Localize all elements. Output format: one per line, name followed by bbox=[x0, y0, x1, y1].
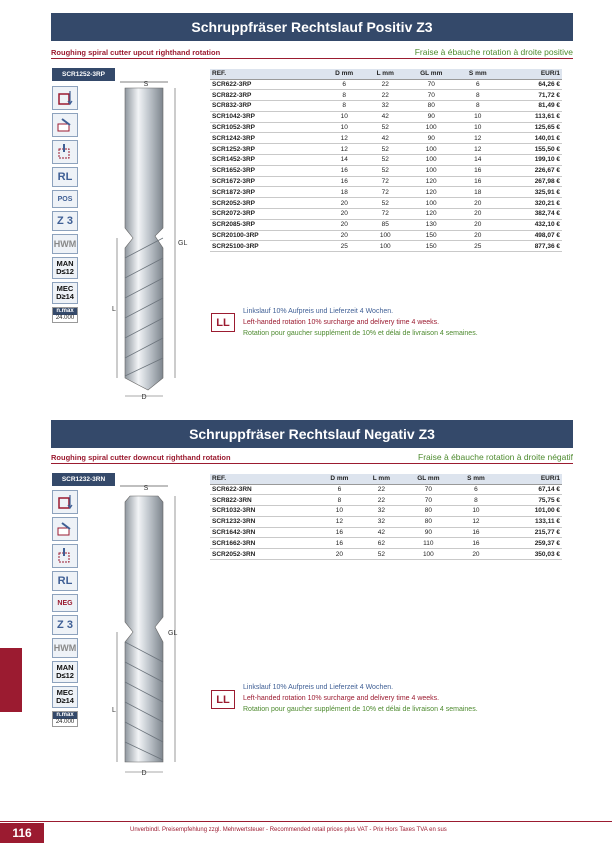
table-cell: 20 bbox=[318, 549, 361, 560]
table-cell: 12 bbox=[318, 516, 361, 527]
section-2-title: Schruppfräser Rechtslauf Negativ Z3 bbox=[51, 420, 573, 448]
manual-feed-icon: MAN D≤12 bbox=[52, 661, 78, 683]
table-cell: 52 bbox=[365, 122, 405, 133]
mechanical-feed-icon: MEC D≥14 bbox=[52, 686, 78, 708]
column-header: REF. bbox=[210, 69, 323, 79]
table-cell: 16 bbox=[457, 165, 498, 176]
table-cell: 25 bbox=[457, 241, 498, 252]
feature-icons bbox=[52, 490, 78, 727]
table-cell: 10 bbox=[457, 122, 498, 133]
note-fr: Rotation pour gaucher supplément de 10% et délai de livraison 4 semaines. bbox=[243, 330, 478, 337]
table-cell: 101,00 € bbox=[497, 506, 562, 517]
table-cell: 16 bbox=[323, 165, 365, 176]
table-cell: SCR832-3RP bbox=[210, 101, 323, 112]
column-header: GL mm bbox=[405, 69, 457, 79]
table-row bbox=[210, 241, 562, 252]
product-table-negative bbox=[210, 474, 562, 560]
table-cell: 100 bbox=[405, 122, 457, 133]
table-cell: 110 bbox=[402, 538, 455, 549]
table-row bbox=[210, 506, 562, 517]
note-fr: Rotation pour gaucher supplément de 10% et délai de livraison 4 semaines. bbox=[243, 706, 478, 713]
table-cell: 498,07 € bbox=[498, 230, 562, 241]
table-cell: SCR1642-3RN bbox=[210, 527, 318, 538]
note-de: Linkslauf 10% Aufpreis und Lieferzeit 4 Wochen. bbox=[243, 684, 394, 691]
table-cell: SCR25100-3RP bbox=[210, 241, 323, 252]
table-cell: 32 bbox=[365, 101, 405, 112]
table-cell: 52 bbox=[365, 198, 405, 209]
table-cell: 16 bbox=[318, 527, 361, 538]
left-hand-note bbox=[243, 682, 478, 715]
clamp-icon bbox=[52, 490, 78, 514]
table-cell: 71,72 € bbox=[498, 90, 562, 101]
table-cell: SCR2052-3RN bbox=[210, 549, 318, 560]
table-cell: 52 bbox=[361, 549, 402, 560]
table-cell: 120 bbox=[405, 209, 457, 220]
table-cell: 8 bbox=[457, 101, 498, 112]
table-cell: 6 bbox=[323, 79, 365, 90]
table-cell: 8 bbox=[323, 101, 365, 112]
footer-divider bbox=[0, 821, 612, 822]
divider bbox=[51, 58, 573, 59]
table-cell: 85 bbox=[365, 219, 405, 230]
table-row bbox=[210, 495, 562, 506]
column-header: D mm bbox=[323, 69, 365, 79]
left-hand-badge: LL bbox=[211, 313, 235, 332]
z3-icon: Z 3 bbox=[52, 615, 78, 635]
column-header: EUR/1 bbox=[498, 69, 562, 79]
column-header: L mm bbox=[365, 69, 405, 79]
table-cell: 62 bbox=[361, 538, 402, 549]
table-cell: 70 bbox=[405, 90, 457, 101]
hwm-icon: HWM bbox=[52, 638, 78, 658]
table-cell: 100 bbox=[405, 165, 457, 176]
milling-direction-icon bbox=[52, 113, 78, 137]
note-de: Linkslauf 10% Aufpreis und Lieferzeit 4 Wochen. bbox=[243, 308, 394, 315]
table-cell: 133,11 € bbox=[497, 516, 562, 527]
table-row bbox=[210, 176, 562, 187]
product-code-badge: SCR1252-3RP bbox=[52, 68, 115, 81]
table-row bbox=[210, 144, 562, 155]
table-cell: SCR1652-3RP bbox=[210, 165, 323, 176]
page-number: 116 bbox=[0, 823, 44, 843]
mechanical-feed-icon: MEC D≥14 bbox=[52, 282, 78, 304]
table-cell: 12 bbox=[457, 133, 498, 144]
table-cell: 22 bbox=[365, 90, 405, 101]
dim-s: S bbox=[143, 485, 149, 492]
table-cell: 67,14 € bbox=[497, 484, 562, 495]
table-cell: 14 bbox=[457, 155, 498, 166]
table-cell: 8 bbox=[323, 90, 365, 101]
table-row bbox=[210, 122, 562, 133]
table-cell: 90 bbox=[405, 111, 457, 122]
table-cell: 6 bbox=[457, 79, 498, 90]
table-cell: 32 bbox=[361, 506, 402, 517]
table-cell: 20 bbox=[457, 230, 498, 241]
column-header: EUR/1 bbox=[497, 474, 562, 484]
feature-icons bbox=[52, 86, 78, 323]
table-row bbox=[210, 549, 562, 560]
table-cell: 20 bbox=[323, 219, 365, 230]
table-cell: 155,50 € bbox=[498, 144, 562, 155]
table-cell: 20 bbox=[457, 198, 498, 209]
section-1-title: Schruppfräser Rechtslauf Positiv Z3 bbox=[51, 13, 573, 41]
table-cell: 16 bbox=[323, 176, 365, 187]
table-row bbox=[210, 230, 562, 241]
dim-gl: GL bbox=[168, 630, 178, 637]
table-cell: 42 bbox=[365, 111, 405, 122]
column-header: D mm bbox=[318, 474, 361, 484]
table-cell: 130 bbox=[405, 219, 457, 230]
nmax-value: 24.000 bbox=[55, 719, 75, 725]
table-cell: 199,10 € bbox=[498, 155, 562, 166]
table-cell: 120 bbox=[405, 187, 457, 198]
table-row bbox=[210, 79, 562, 90]
table-cell: 125,65 € bbox=[498, 122, 562, 133]
positive-spiral-icon: POS bbox=[52, 190, 78, 208]
table-cell: 10 bbox=[318, 506, 361, 517]
table-row bbox=[210, 527, 562, 538]
max-speed-badge bbox=[52, 711, 78, 727]
table-cell: 877,36 € bbox=[498, 241, 562, 252]
table-row bbox=[210, 187, 562, 198]
table-cell: 70 bbox=[402, 495, 455, 506]
table-cell: 72 bbox=[365, 187, 405, 198]
table-cell: 100 bbox=[365, 241, 405, 252]
table-cell: 80 bbox=[405, 101, 457, 112]
table-cell: 150 bbox=[405, 241, 457, 252]
table-cell: SCR1672-3RP bbox=[210, 176, 323, 187]
table-cell: SCR1662-3RN bbox=[210, 538, 318, 549]
table-cell: 113,61 € bbox=[498, 111, 562, 122]
table-row bbox=[210, 133, 562, 144]
table-cell: 52 bbox=[365, 155, 405, 166]
milling-direction-icon bbox=[52, 517, 78, 541]
table-cell: 140,01 € bbox=[498, 133, 562, 144]
table-cell: 350,03 € bbox=[497, 549, 562, 560]
table-cell: SCR622-3RN bbox=[210, 484, 318, 495]
table-cell: 100 bbox=[365, 230, 405, 241]
table-cell: 16 bbox=[455, 538, 497, 549]
table-cell: 22 bbox=[361, 484, 402, 495]
table-cell: SCR2085-3RP bbox=[210, 219, 323, 230]
table-cell: 75,75 € bbox=[497, 495, 562, 506]
table-cell: 90 bbox=[405, 133, 457, 144]
section-1-subtitle bbox=[51, 43, 573, 57]
column-header: S mm bbox=[455, 474, 497, 484]
table-cell: 6 bbox=[455, 484, 497, 495]
table-cell: 70 bbox=[402, 484, 455, 495]
subtitle-fr: Fraise à ébauche rotation à droite négatif bbox=[418, 452, 573, 462]
column-header: REF. bbox=[210, 474, 318, 484]
table-cell: 10 bbox=[323, 122, 365, 133]
chapter-tab bbox=[0, 648, 22, 712]
table-cell: SCR2072-3RP bbox=[210, 209, 323, 220]
table-cell: 18 bbox=[457, 187, 498, 198]
left-hand-note bbox=[243, 306, 478, 339]
column-header: S mm bbox=[457, 69, 498, 79]
dim-d: D bbox=[141, 394, 147, 400]
table-cell: SCR20100-3RP bbox=[210, 230, 323, 241]
column-header: GL mm bbox=[402, 474, 455, 484]
subtitle-en: Roughing spiral cutter upcut righthand rotation bbox=[51, 48, 221, 57]
table-cell: 16 bbox=[318, 538, 361, 549]
manual-feed-icon: MAN D≤12 bbox=[52, 257, 78, 279]
nmax-value: 24.000 bbox=[55, 315, 75, 321]
table-row bbox=[210, 219, 562, 230]
table-cell: 80 bbox=[402, 506, 455, 517]
clamp-icon bbox=[52, 86, 78, 110]
plunge-icon bbox=[52, 140, 78, 164]
nmax-label: n.max bbox=[53, 712, 77, 719]
table-cell: 100 bbox=[405, 155, 457, 166]
table-row bbox=[210, 155, 562, 166]
table-cell: 10 bbox=[323, 111, 365, 122]
table-row bbox=[210, 90, 562, 101]
table-cell: 20 bbox=[323, 198, 365, 209]
dim-s: S bbox=[143, 81, 149, 88]
dim-l: L bbox=[112, 707, 116, 714]
hwm-icon: HWM bbox=[52, 234, 78, 254]
table-cell: 12 bbox=[455, 516, 497, 527]
divider bbox=[51, 463, 573, 464]
z3-icon: Z 3 bbox=[52, 211, 78, 231]
table-cell: 8 bbox=[318, 495, 361, 506]
dim-gl: GL bbox=[178, 240, 188, 247]
table-row bbox=[210, 111, 562, 122]
table-cell: SCR1232-3RN bbox=[210, 516, 318, 527]
table-cell: SCR1252-3RP bbox=[210, 144, 323, 155]
table-cell: 259,37 € bbox=[497, 538, 562, 549]
table-cell: 12 bbox=[323, 144, 365, 155]
table-cell: 16 bbox=[457, 176, 498, 187]
table-cell: 382,74 € bbox=[498, 209, 562, 220]
table-cell: 215,77 € bbox=[497, 527, 562, 538]
table-row bbox=[210, 516, 562, 527]
table-row bbox=[210, 101, 562, 112]
table-cell: 100 bbox=[405, 198, 457, 209]
negative-spiral-icon: NEG bbox=[52, 594, 78, 612]
table-cell: 22 bbox=[365, 79, 405, 90]
table-row bbox=[210, 209, 562, 220]
table-cell: 72 bbox=[365, 176, 405, 187]
table-cell: 20 bbox=[455, 549, 497, 560]
table-cell: 12 bbox=[323, 133, 365, 144]
table-cell: SCR1242-3RP bbox=[210, 133, 323, 144]
table-cell: 22 bbox=[361, 495, 402, 506]
table-cell: SCR822-3RN bbox=[210, 495, 318, 506]
table-cell: 16 bbox=[455, 527, 497, 538]
table-row bbox=[210, 198, 562, 209]
table-cell: 8 bbox=[457, 90, 498, 101]
max-speed-badge bbox=[52, 307, 78, 323]
rotation-rl-icon: RL bbox=[52, 571, 78, 591]
dim-l: L bbox=[112, 306, 116, 313]
table-cell: 80 bbox=[402, 516, 455, 527]
table-cell: SCR1052-3RP bbox=[210, 122, 323, 133]
table-cell: 90 bbox=[402, 527, 455, 538]
table-cell: 64,26 € bbox=[498, 79, 562, 90]
table-row bbox=[210, 165, 562, 176]
table-cell: 14 bbox=[323, 155, 365, 166]
table-cell: 226,67 € bbox=[498, 165, 562, 176]
table-cell: 72 bbox=[365, 209, 405, 220]
table-row bbox=[210, 484, 562, 495]
note-en: Left-handed rotation 10% surcharge and delivery time 4 weeks. bbox=[243, 695, 440, 702]
column-header: L mm bbox=[361, 474, 402, 484]
table-cell: 325,91 € bbox=[498, 187, 562, 198]
tool-drawing-upcut bbox=[80, 78, 220, 400]
nmax-label: n.max bbox=[53, 308, 77, 315]
table-cell: 42 bbox=[365, 133, 405, 144]
table-cell: 10 bbox=[457, 111, 498, 122]
table-cell: SCR822-3RP bbox=[210, 90, 323, 101]
product-code-badge: SCR1232-3RN bbox=[52, 473, 115, 486]
dim-d: D bbox=[141, 770, 147, 777]
table-cell: 25 bbox=[323, 241, 365, 252]
rotation-rl-icon: RL bbox=[52, 167, 78, 187]
table-cell: 320,21 € bbox=[498, 198, 562, 209]
table-cell: 10 bbox=[455, 506, 497, 517]
section-2-subtitle bbox=[51, 448, 573, 462]
table-header bbox=[210, 474, 562, 484]
table-cell: 20 bbox=[457, 219, 498, 230]
table-cell: 100 bbox=[405, 144, 457, 155]
table-cell: 81,49 € bbox=[498, 101, 562, 112]
table-cell: SCR622-3RP bbox=[210, 79, 323, 90]
table-cell: 20 bbox=[323, 230, 365, 241]
table-cell: 8 bbox=[455, 495, 497, 506]
table-cell: 267,98 € bbox=[498, 176, 562, 187]
left-hand-badge: LL bbox=[211, 690, 235, 709]
table-cell: 12 bbox=[457, 144, 498, 155]
table-cell: 6 bbox=[318, 484, 361, 495]
table-cell: 432,10 € bbox=[498, 219, 562, 230]
table-cell: 18 bbox=[323, 187, 365, 198]
table-cell: 20 bbox=[457, 209, 498, 220]
table-cell: SCR2052-3RP bbox=[210, 198, 323, 209]
table-cell: 120 bbox=[405, 176, 457, 187]
table-cell: 52 bbox=[365, 165, 405, 176]
table-cell: 70 bbox=[405, 79, 457, 90]
plunge-icon bbox=[52, 544, 78, 568]
table-row bbox=[210, 538, 562, 549]
table-cell: 42 bbox=[361, 527, 402, 538]
tool-drawing-downcut bbox=[80, 482, 220, 782]
table-cell: SCR1872-3RP bbox=[210, 187, 323, 198]
table-cell: SCR1032-3RN bbox=[210, 506, 318, 517]
table-cell: SCR1452-3RP bbox=[210, 155, 323, 166]
subtitle-fr: Fraise à ébauche rotation à droite positive bbox=[414, 47, 573, 57]
table-cell: 150 bbox=[405, 230, 457, 241]
table-cell: 20 bbox=[323, 209, 365, 220]
table-cell: 52 bbox=[365, 144, 405, 155]
product-table-positive bbox=[210, 69, 562, 252]
subtitle-en: Roughing spiral cutter downcut righthand rotation bbox=[51, 453, 231, 462]
table-cell: 32 bbox=[361, 516, 402, 527]
table-cell: 100 bbox=[402, 549, 455, 560]
table-cell: SCR1042-3RP bbox=[210, 111, 323, 122]
table-header bbox=[210, 69, 562, 79]
note-en: Left-handed rotation 10% surcharge and delivery time 4 weeks. bbox=[243, 319, 440, 326]
footer-price-note: Unverbindl. Preisempfehlung zzgl. Mehrwertsteuer - Recommended retail prices plus VAT - Prix Hors Taxes TVA en sus bbox=[130, 827, 447, 833]
